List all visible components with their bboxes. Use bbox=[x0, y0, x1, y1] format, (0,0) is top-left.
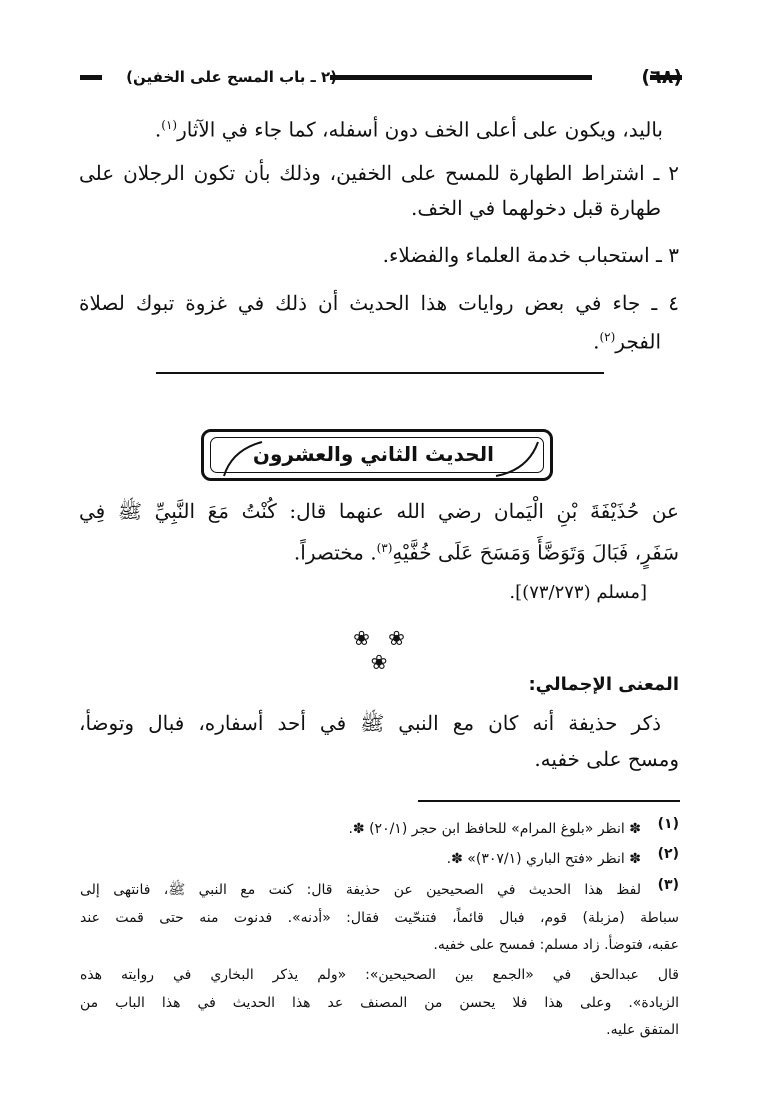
footnote-3-line-5: الزيادة». وعلى هذا فلا يحسن من المصنف عد هذا الحديث في هذا الباب من bbox=[80, 995, 679, 1011]
footnote-3-line-3: عقبه، فتوضأ. زاد مسلم: فمسح على خفيه. bbox=[433, 937, 679, 953]
body-line-6-text: الفجر bbox=[615, 329, 661, 354]
body-line-6-end: . bbox=[593, 329, 600, 354]
section-stars-ornament: ❀ ❀ ❀ bbox=[353, 626, 411, 674]
footnote-3-line-4: قال عبدالحق في «الجمع بين الصحيحين»: «ولم يذكر البخاري في روايته هذه bbox=[80, 967, 679, 983]
hadith-title-box bbox=[201, 429, 553, 481]
body-line-1 bbox=[155, 110, 663, 145]
footnote-number-1: (١) bbox=[657, 816, 679, 832]
footnote-divider bbox=[418, 800, 680, 802]
body-line-5: ٤ ـ جاء في بعض روايات هذا الحديث أن ذلك في غزوة تبوك لصلاة bbox=[79, 291, 679, 315]
footnote-3-line-6: المتفق عليه. bbox=[606, 1022, 679, 1038]
hadith-line-1: عن حُذَيْفَةَ بْنِ الْيَمان رضي الله عنهما قال: كُنْتُ مَعَ النَّبِيِّ ﷺ فِي bbox=[79, 499, 679, 523]
footnote-1: ✽ انظر «بلوغ المرام» للحافظ ابن حجر (٢٠/١) ✽. bbox=[348, 821, 641, 837]
footnote-number-2: (٢) bbox=[657, 846, 679, 862]
footnote-ref-2: (٢) bbox=[599, 330, 616, 344]
hadith-line-2-text: سَفَرٍ، فَبَالَ وَتَوَضَّأَ وَمَسَحَ عَلَى خُفَّيْهِ bbox=[392, 540, 679, 565]
page-header bbox=[64, 64, 682, 90]
footnote-ref-3: (٣) bbox=[376, 541, 393, 555]
footnote-number-3: (٣) bbox=[657, 877, 679, 893]
page-number: (٦٨) bbox=[641, 66, 682, 88]
hadith-title: الحديث الثاني والعشرون bbox=[252, 442, 494, 466]
footnote-2: ✽ انظر «فتح الباري (٣٠٧/١)» ✽. bbox=[446, 851, 641, 867]
chapter-title: (٢ ـ باب المسح على الخفين) bbox=[126, 68, 337, 86]
body-line-6 bbox=[593, 322, 661, 357]
section-divider bbox=[156, 372, 604, 374]
footnote-ref-1: (١) bbox=[161, 118, 178, 132]
hadith-source: [مسلم (٧٣/٢٧٣)]. bbox=[509, 582, 647, 603]
body-line-1-text: باليد، ويكون على أعلى الخف دون أسفله، كما جاء في الآثار bbox=[177, 117, 663, 142]
footnote-3-line-1: لفظ هذا الحديث في الصحيحين عن حذيفة قال: كنت مع النبي ﷺ، فانتهى إلى bbox=[80, 882, 641, 898]
hadith-line-2 bbox=[294, 533, 679, 568]
body-line-4: ٣ ـ استحباب خدمة العلماء والفضلاء. bbox=[382, 243, 679, 267]
footnote-3-line-2: سباطة (مزبلة) قوم، فبال قائماً، فتنحّيت فقال: «أدنه». فدنوت منه حتى قمت عند bbox=[80, 910, 679, 926]
body-line-3: طهارة قبل دخولهما في الخف. bbox=[411, 196, 661, 220]
meaning-line-1: ذكر حذيفة أنه كان مع النبي ﷺ في أحد أسفاره، فبال وتوضأ، bbox=[79, 711, 661, 735]
hadith-line-2-end: . مختصراً. bbox=[293, 540, 377, 565]
body-line-1-end: . bbox=[154, 117, 162, 142]
meaning-heading: المعنى الإجمالي: bbox=[528, 674, 679, 695]
meaning-line-2: ومسح على خفيه. bbox=[534, 747, 679, 771]
body-line-2: ٢ ـ اشتراط الطهارة للمسح على الخفين، وذلك بأن تكون الرجلان على bbox=[79, 161, 679, 185]
